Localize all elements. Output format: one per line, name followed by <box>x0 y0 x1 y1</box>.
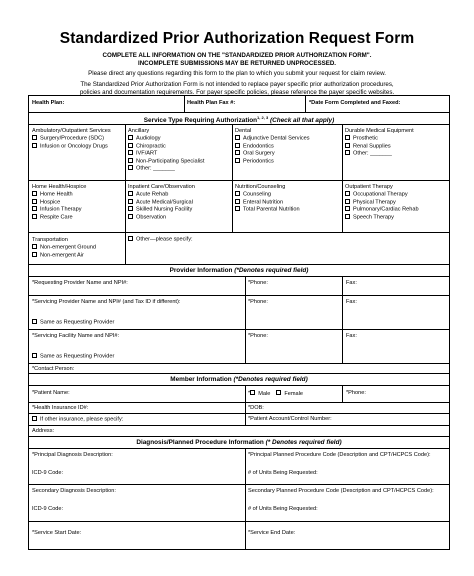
checkbox-female[interactable]: Female <box>276 391 303 397</box>
checkbox-oral-surgery[interactable]: Oral Surgery <box>235 150 310 158</box>
checkbox-male[interactable]: Male <box>250 391 270 397</box>
service-grid-row-3 <box>29 233 449 265</box>
servicing-facility-row <box>29 330 449 364</box>
transportation-column <box>32 236 96 259</box>
checkbox-acute-medical[interactable]: Acute Medical/Surgical <box>128 199 195 207</box>
checkbox-hospice[interactable]: Hospice <box>32 199 86 207</box>
checkbox-respite-care[interactable]: Respite Care <box>32 214 86 222</box>
intro-line-2: INCOMPLETE SUBMISSIONS MAY BE RETURNED UNPROCESSED. <box>137 60 337 67</box>
principal-procedure-field[interactable]: *Principal Planned Procedure Code (Description and CPT/HCPCS Code): <box>248 452 431 458</box>
service-grid-row-2 <box>29 181 449 233</box>
secondary-diagnosis-field[interactable]: Secondary Diagnosis Description: <box>32 488 116 494</box>
authorization-form <box>28 95 450 550</box>
servicing-provider-row <box>29 296 449 330</box>
servicing-phone-field[interactable]: *Phone: <box>248 299 268 305</box>
checkbox-infusion-therapy[interactable]: Infusion Therapy <box>32 206 86 214</box>
servicing-provider-field[interactable]: *Servicing Provider Name and NPI# (and Tax ID if different): <box>32 299 181 305</box>
provider-header <box>29 265 449 277</box>
patient-name-row <box>29 386 449 403</box>
ancillary-column <box>128 127 204 173</box>
checkbox-other-insurance[interactable]: If other insurance, please specify: <box>32 416 123 423</box>
outpatient-therapy-title: Outpatient Therapy <box>345 184 393 190</box>
units-requested-field-1[interactable]: # of Units Being Requested: <box>248 470 318 476</box>
health-plan-fax-field[interactable]: Health Plan Fax #: <box>187 100 236 106</box>
service-dates-row <box>29 522 449 549</box>
diagnosis-note: (* Denotes required field) <box>265 439 342 446</box>
contact-person-field[interactable]: *Contact Person: <box>32 366 75 372</box>
ambulatory-title: Ambulatory/Outpatient Services <box>32 128 111 134</box>
checkbox-audiology[interactable]: Audiology <box>128 135 204 143</box>
provider-note: (*Denotes required field) <box>234 267 309 274</box>
checkbox-same-as-requesting-2[interactable]: Same as Requesting Provider <box>32 353 114 360</box>
sex-required-mark: * <box>248 390 251 397</box>
member-header <box>29 374 449 386</box>
secondary-procedure-field[interactable]: Secondary Planned Procedure Code (Description and CPT/HCPCS Code): <box>248 488 434 494</box>
checkbox-other-specify[interactable]: Other—please specify: <box>128 236 193 244</box>
diagnosis-header <box>29 437 449 449</box>
service-grid-row-1 <box>29 125 449 181</box>
dme-column <box>345 127 414 158</box>
requesting-provider-field[interactable]: *Requesting Provider Name and NPI#: <box>32 280 128 286</box>
contact-person-row <box>29 364 449 374</box>
checkbox-surgery[interactable]: Surgery/Procedure (SDC) <box>32 135 111 143</box>
checkbox-physical-therapy[interactable]: Physical Therapy <box>345 199 419 207</box>
home-health-column <box>32 183 86 221</box>
ambulatory-column <box>32 127 111 150</box>
servicing-fax-field[interactable]: Fax: <box>346 299 357 305</box>
requesting-phone-field[interactable]: *Phone: <box>248 280 268 286</box>
patient-name-field[interactable]: *Patient Name: <box>32 390 70 396</box>
checkbox-renal-supplies[interactable]: Renal Supplies <box>345 143 414 151</box>
checkbox-acute-rehab[interactable]: Acute Rehab <box>128 191 195 199</box>
checkbox-home-health[interactable]: Home Health <box>32 191 86 199</box>
date-completed-field[interactable]: *Date Form Completed and Faxed: <box>309 100 401 106</box>
inpatient-column <box>128 183 195 221</box>
principal-diagnosis-field[interactable]: *Principal Diagnosis Description: <box>32 452 113 458</box>
secondary-diagnosis-row <box>29 485 449 522</box>
service-type-title: Service Type Requiring Authorization <box>143 117 258 125</box>
service-end-date-field[interactable]: *Service End Date: <box>248 530 296 536</box>
servicing-facility-field[interactable]: *Servicing Facility Name and NPI#: <box>32 333 120 339</box>
other-column <box>128 236 193 244</box>
ancillary-title: Ancillary <box>128 128 150 134</box>
checkbox-infusion-oncology[interactable]: Infusion or Oncology Drugs <box>32 143 111 151</box>
intro-line-1: COMPLETE ALL INFORMATION ON THE "STANDARDIZED PRIOR AUTHORIZATION FORM". <box>102 52 372 59</box>
nutrition-column <box>235 183 300 214</box>
checkbox-skilled-nursing[interactable]: Skilled Nursing Facility <box>128 206 195 214</box>
checkbox-prosthetic[interactable]: Prosthetic <box>345 135 414 143</box>
address-field[interactable]: Address: <box>32 428 55 434</box>
home-health-title: Home Health/Hospice <box>32 184 87 190</box>
service-type-note: (Check all that apply) <box>269 117 335 125</box>
form-title: Standardized Prior Authorization Request Form <box>59 30 415 47</box>
checkbox-dme-other[interactable]: Other: _______ <box>345 150 414 158</box>
checkbox-enteral-nutrition[interactable]: Enteral Nutrition <box>235 199 300 207</box>
dental-title: Dental <box>235 128 252 134</box>
checkbox-speech-therapy[interactable]: Speech Therapy <box>345 214 419 222</box>
checkbox-endodontics[interactable]: Endodontics <box>235 143 310 151</box>
inpatient-title: Inpatient Care/Observation <box>128 184 195 190</box>
units-requested-field-2[interactable]: # of Units Being Requested: <box>248 506 318 512</box>
outpatient-therapy-column <box>345 183 419 221</box>
member-title: Member Information <box>170 376 232 383</box>
checkbox-total-parental[interactable]: Total Parental Nutrition <box>235 206 300 214</box>
checkbox-non-participating[interactable]: Non-Participating Specialist <box>128 158 204 166</box>
requesting-fax-field[interactable]: Fax: <box>346 280 357 286</box>
top-info-row <box>29 96 449 113</box>
health-plan-field[interactable]: Health Plan: <box>32 100 65 106</box>
intro-line-4: The Standardized Prior Authorization Form is not intended to replace payer specific prior authorization procedures, <box>80 81 394 88</box>
service-type-header <box>29 113 449 125</box>
service-type-sup: 1, 2, 3 <box>257 115 269 120</box>
diagnosis-title: Diagnosis/Planned Procedure Information <box>136 439 264 446</box>
checkbox-ivf-art[interactable]: IVF/ART <box>128 150 204 158</box>
checkbox-counseling[interactable]: Counseling <box>235 191 300 199</box>
checkbox-adjunctive-dental[interactable]: Adjunctive Dental Services <box>235 135 310 143</box>
health-insurance-id-field[interactable]: *Health Insurance ID#: <box>32 405 89 411</box>
intro-line-3: Please direct any questions regarding this form to the plan to which you submit your request for claim review. <box>88 70 386 77</box>
dob-field[interactable]: *DOB: <box>248 405 264 411</box>
checkbox-same-as-requesting-1[interactable]: Same as Requesting Provider <box>32 319 114 326</box>
transportation-title: Transportation <box>32 237 68 243</box>
checkbox-observation[interactable]: Observation <box>128 214 195 222</box>
other-insurance-row <box>29 414 449 426</box>
icd9-code-field-1[interactable]: ICD-9 Code: <box>32 470 64 476</box>
intro-line-5: policies and documentation requirements. For payer specific policies, please reference the payer specific websites. <box>79 89 395 96</box>
checkbox-periodontics[interactable]: Periodontics <box>235 158 310 166</box>
sex-selection <box>248 390 303 397</box>
facility-fax-field[interactable]: Fax: <box>346 333 357 339</box>
member-note: (*Denotes required field) <box>233 376 308 383</box>
requesting-provider-row <box>29 277 449 296</box>
nutrition-title: Nutrition/Counseling <box>235 184 286 190</box>
checkbox-air[interactable]: Non-emergent Air <box>32 252 96 260</box>
dental-column <box>235 127 310 165</box>
checkbox-ground[interactable]: Non-emergent Ground <box>32 244 96 252</box>
facility-phone-field[interactable]: *Phone: <box>248 333 268 339</box>
principal-diagnosis-row <box>29 449 449 485</box>
patient-account-field[interactable]: *Patient Account/Control Number: <box>248 416 332 422</box>
service-start-date-field[interactable]: *Service Start Date: <box>32 530 82 536</box>
checkbox-occupational-therapy[interactable]: Occupational Therapy <box>345 191 419 199</box>
health-insurance-row <box>29 403 449 414</box>
checkbox-ancillary-other[interactable]: Other: _______ <box>128 165 204 173</box>
checkbox-chiropractic[interactable]: Chiropractic <box>128 143 204 151</box>
intro-required-notice <box>40 52 434 68</box>
member-phone-field[interactable]: *Phone: <box>346 390 366 396</box>
icd9-code-field-2[interactable]: ICD-9 Code: <box>32 506 64 512</box>
provider-title: Provider Information <box>169 267 233 274</box>
dme-title: Durable Medical Equipment <box>345 128 414 134</box>
checkbox-pulmonary-cardiac[interactable]: Pulmonary/Cardiac Rehab <box>345 206 419 214</box>
address-row <box>29 426 449 437</box>
